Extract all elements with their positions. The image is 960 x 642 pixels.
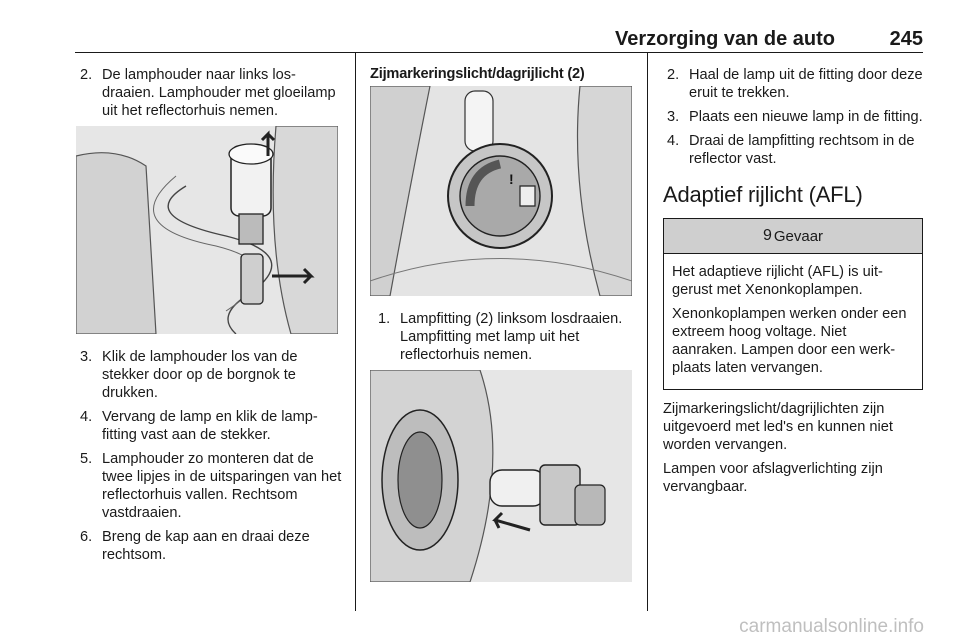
- list-item: [663, 66, 925, 102]
- list-item: [80, 450, 342, 522]
- item-number: 3.: [667, 109, 680, 125]
- svg-text:!: !: [509, 171, 514, 187]
- page-number: 245: [889, 28, 923, 50]
- header-divider: [75, 52, 923, 53]
- left-column: [80, 66, 342, 570]
- subheading: Zijmarkeringslicht/dagrijlicht (2): [370, 66, 585, 82]
- list-item: [80, 528, 342, 564]
- lamp-fitting-image: [370, 370, 632, 582]
- item-number: 1.: [378, 311, 391, 327]
- list-item: [80, 408, 342, 444]
- item-text: Klik de lamphouder los van de stekker door op de borgnok te drukken.: [102, 349, 298, 401]
- warning-title: Gevaar: [773, 227, 824, 245]
- body-paragraph: Lampen voor afslagverlichting zijn vervangbaar.: [663, 461, 883, 495]
- section-heading: Adaptief rijlicht (AFL): [663, 182, 863, 207]
- list-item: [663, 132, 925, 168]
- side-marker-illustration: [370, 86, 632, 296]
- page-header: [75, 28, 923, 50]
- lamp-holder-illustration: [76, 126, 338, 334]
- item-text: Lamphouder zo monteren dat de twee lipjes in de uitsparingen van het reflectorhuis vallen. Rechtsom vastdraaien.: [102, 451, 342, 521]
- warning-box: [663, 218, 923, 390]
- item-number: 3.: [80, 349, 93, 365]
- lamp-holder-image: [76, 126, 338, 334]
- list-item: [663, 108, 925, 126]
- warning-icon: 9: [762, 227, 772, 244]
- right-column: [663, 66, 925, 502]
- list-item: [370, 310, 632, 364]
- section-title: Verzorging van de auto: [614, 28, 835, 50]
- column-divider-1: [355, 53, 356, 611]
- warning-header: [664, 219, 922, 254]
- item-text: Vervang de lamp en klik de lampfitting vast aan de stekker.: [102, 409, 318, 443]
- item-number: 4.: [80, 409, 93, 425]
- item-text: Breng de kap aan en draai deze rechtsom.: [102, 529, 310, 563]
- warning-paragraph: Het adaptieve rijlicht (AFL) is uitgerust met Xenonkoplampen.: [672, 264, 883, 298]
- column-divider-2: [647, 53, 648, 611]
- item-text: Lampfitting (2) linksom losdraaien. Lampfitting met lamp uit het reflectorhuis nemen.: [400, 311, 623, 363]
- warning-body: [664, 254, 922, 389]
- body-paragraph: Zijmarkeringslicht/dagrijlichten zijn uitgevoerd met led's en kunnen niet worden vervangen.: [663, 401, 893, 453]
- item-number: 6.: [80, 529, 93, 545]
- list-item: [80, 348, 342, 402]
- side-marker-image: [370, 86, 632, 296]
- item-text: Draai de lampfitting rechtsom in de reflector vast.: [689, 133, 915, 167]
- item-number: 2.: [80, 67, 93, 83]
- watermark: carmanualsonline.info: [739, 616, 924, 637]
- item-number: 4.: [667, 133, 680, 149]
- item-number: 2.: [667, 67, 680, 83]
- lamp-fitting-illustration: [370, 370, 632, 582]
- middle-column: [370, 66, 632, 582]
- item-number: 5.: [80, 451, 93, 467]
- item-text: Haal de lamp uit de fitting door deze eruit te trekken.: [689, 67, 923, 101]
- item-text: Plaats een nieuwe lamp in de fitting.: [689, 109, 923, 125]
- item-text: De lamphouder naar links losdraaien. Lamphouder met gloeilamp uit het reflectorhuis nemen.: [102, 67, 336, 119]
- list-item: [80, 66, 342, 120]
- warning-paragraph: Xenonkoplampen werken onder een extreem hoog voltage. Niet aanraken. Lampen door een werkplaats laten vervangen.: [672, 306, 907, 376]
